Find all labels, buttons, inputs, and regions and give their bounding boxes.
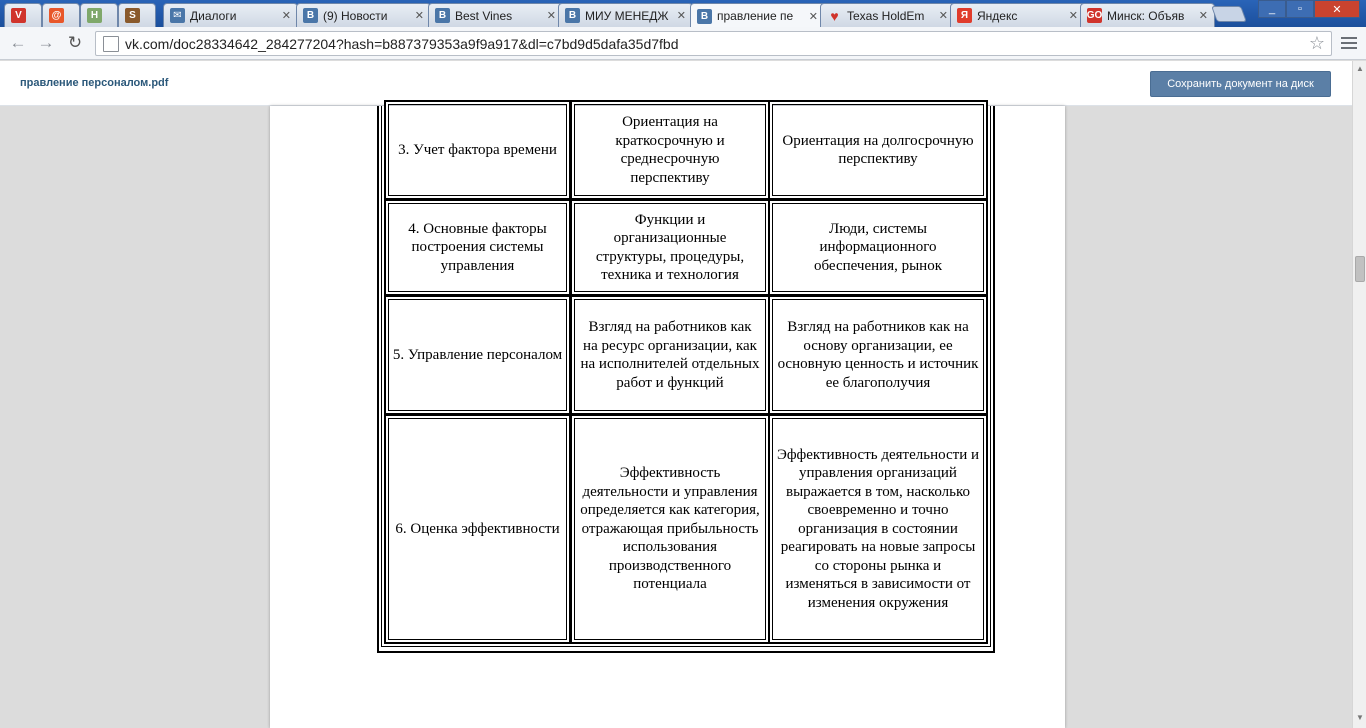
vk-icon: B	[697, 9, 712, 24]
close-tab-icon[interactable]: ✕	[281, 10, 291, 22]
minimize-button[interactable]: _	[1258, 0, 1286, 18]
tab-strip	[0, 0, 1366, 27]
forward-button[interactable]: →	[37, 33, 55, 52]
vertical-scrollbar[interactable]	[1352, 61, 1366, 728]
cell-text-line: организационные	[613, 230, 727, 246]
table-cell	[768, 100, 988, 200]
maximize-button[interactable]: ▫	[1286, 0, 1314, 18]
close-window-button[interactable]: ✕	[1314, 0, 1360, 18]
h-icon: H	[87, 8, 102, 23]
cell-text-line: на ресурс организации, как	[583, 337, 757, 354]
browser-toolbar	[0, 27, 1366, 60]
cell-text-line: Эффективность деятельности и	[776, 446, 980, 463]
tab-label: Диалоги	[190, 8, 237, 23]
scroll-down-icon[interactable]: ▼	[1356, 713, 1364, 722]
cell-text-line: выражается в том, насколько	[786, 483, 970, 500]
browser-tab[interactable]	[690, 3, 825, 28]
cell-text-line: обеспечения, рынок	[814, 257, 942, 274]
close-tab-icon[interactable]: ✕	[546, 10, 556, 22]
back-button[interactable]: ←	[9, 33, 27, 52]
tab-label: правление пе	[717, 9, 794, 23]
close-tab-icon[interactable]: ✕	[808, 10, 818, 23]
tab-label: Яндекс	[977, 8, 1018, 23]
vivaldi-icon: V	[11, 8, 26, 23]
cell-text-line: Эффективность	[619, 465, 721, 482]
close-tab-icon[interactable]: ✕	[414, 10, 424, 22]
cell-text-line: перспективу	[838, 151, 918, 167]
new-tab-button[interactable]	[1211, 6, 1247, 22]
vk-icon: B	[435, 8, 450, 23]
cell-text-line: своевременно и точно	[807, 502, 949, 519]
cell-text-line: перспективу	[630, 169, 710, 186]
cell-text-line: 6. Оценка эффективности	[395, 520, 560, 537]
cell-text-line: потенциала	[633, 576, 707, 593]
browser-tab[interactable]	[163, 3, 298, 27]
browser-tab[interactable]	[950, 3, 1085, 27]
tab-label: МИУ МЕНЕДЖ	[585, 8, 669, 23]
cell-text-line: 5. Управление персоналом	[392, 346, 563, 363]
table-cell	[570, 199, 770, 296]
cell-text-line: краткосрочную и	[615, 132, 725, 149]
cell-text-line: структуры, процедуры,	[595, 248, 745, 265]
cell-text-line: работ и функций	[616, 374, 724, 391]
heart-icon: ♥	[830, 7, 839, 24]
vk-icon: B	[565, 8, 580, 23]
cell-text-line: определяется как категория,	[580, 502, 760, 519]
cell-text-line: основную ценность и источник	[777, 356, 979, 372]
cell-text-line: управления организаций	[799, 465, 957, 482]
table-cell	[768, 295, 988, 415]
close-tab-icon[interactable]: ✕	[1068, 10, 1078, 22]
table-cell	[570, 295, 770, 415]
cell-text-line: отражающая прибыльность	[581, 520, 759, 537]
cell-text-line: 4. Основные факторы	[408, 220, 547, 237]
browser-tab[interactable]	[42, 3, 80, 27]
table-cell	[768, 414, 988, 644]
cell-text-line: Взгляд на работников как на	[787, 319, 969, 335]
browser-tab[interactable]	[428, 3, 563, 27]
browser-tab[interactable]	[4, 3, 42, 27]
scroll-thumb[interactable]	[1355, 256, 1365, 282]
cell-text-line: управления	[440, 257, 515, 274]
cell-text-line: техника и технология	[601, 267, 739, 283]
table-cell	[384, 414, 571, 644]
save-document-button[interactable]: Сохранить документ на диск	[1150, 71, 1331, 97]
close-tab-icon[interactable]: ✕	[1198, 10, 1208, 22]
cell-text-line: реагировать на новые запросы	[780, 539, 976, 556]
cell-text-line: Взгляд на работников как	[588, 319, 752, 335]
cell-text-line: среднесрочную	[620, 151, 720, 167]
chat-icon: ✉	[170, 8, 185, 23]
document-filename: правление персоналом.pdf	[20, 77, 169, 89]
bookmark-star-icon[interactable]: ☆	[1308, 33, 1325, 53]
at-icon: @	[49, 8, 64, 23]
chrome-menu-button[interactable]	[1338, 33, 1360, 53]
table-cell	[570, 100, 770, 200]
cell-text-line: производственного	[608, 557, 732, 574]
scroll-up-icon[interactable]: ▲	[1356, 64, 1364, 73]
cell-text-line: Люди, системы	[829, 220, 927, 237]
s-icon: S	[125, 8, 140, 23]
browser-tab[interactable]	[296, 3, 431, 27]
yandex-icon: Я	[957, 8, 972, 23]
close-tab-icon[interactable]: ✕	[938, 10, 948, 22]
cell-text-line: Ориентация на долгосрочную	[782, 132, 974, 149]
browser-tab[interactable]	[558, 3, 693, 27]
browser-tab[interactable]	[80, 3, 118, 27]
tab-label: Минск: Объяв	[1107, 8, 1185, 23]
vk-icon: B	[303, 8, 318, 23]
tab-label: Best Vines	[455, 8, 513, 23]
close-tab-icon[interactable]: ✕	[676, 10, 686, 22]
tab-label: Texas HoldEm	[847, 8, 925, 23]
cell-text-line: изменения окружения	[807, 594, 949, 611]
cell-text-line: основу организации, ее	[803, 337, 953, 354]
address-bar[interactable]	[95, 31, 1332, 56]
cell-text-line: на исполнителей отдельных	[580, 356, 760, 372]
table-cell	[570, 414, 770, 644]
cell-text-line: информационного	[819, 239, 937, 256]
table-cell	[384, 100, 571, 200]
cell-text-line: организация в состоянии	[798, 520, 958, 537]
browser-tab[interactable]	[118, 3, 156, 27]
browser-tab[interactable]	[1080, 3, 1215, 27]
go-icon: GO	[1086, 10, 1103, 21]
cell-text-line: Ориентация на	[622, 114, 718, 130]
table-cell	[384, 295, 571, 415]
cell-text-line: использования	[622, 539, 718, 556]
cell-text-line: ее благополучия	[825, 374, 931, 391]
cell-text-line: построения системы	[411, 239, 544, 256]
cell-text-line: изменяться в зависимости от	[785, 576, 971, 593]
tab-label: (9) Новости	[323, 8, 388, 23]
url-input[interactable]	[125, 36, 1309, 52]
page-icon	[103, 36, 119, 52]
cell-text-line: 3. Учет фактора времени	[398, 141, 557, 158]
cell-text-line: Функции и	[634, 211, 706, 228]
browser-tab[interactable]	[820, 3, 955, 27]
cell-text-line: деятельности и управления	[582, 483, 758, 500]
reload-button[interactable]: ↻	[67, 33, 83, 52]
cell-text-line: со стороны рынка и	[814, 557, 942, 574]
table-cell	[384, 199, 571, 296]
table-cell	[768, 199, 988, 296]
